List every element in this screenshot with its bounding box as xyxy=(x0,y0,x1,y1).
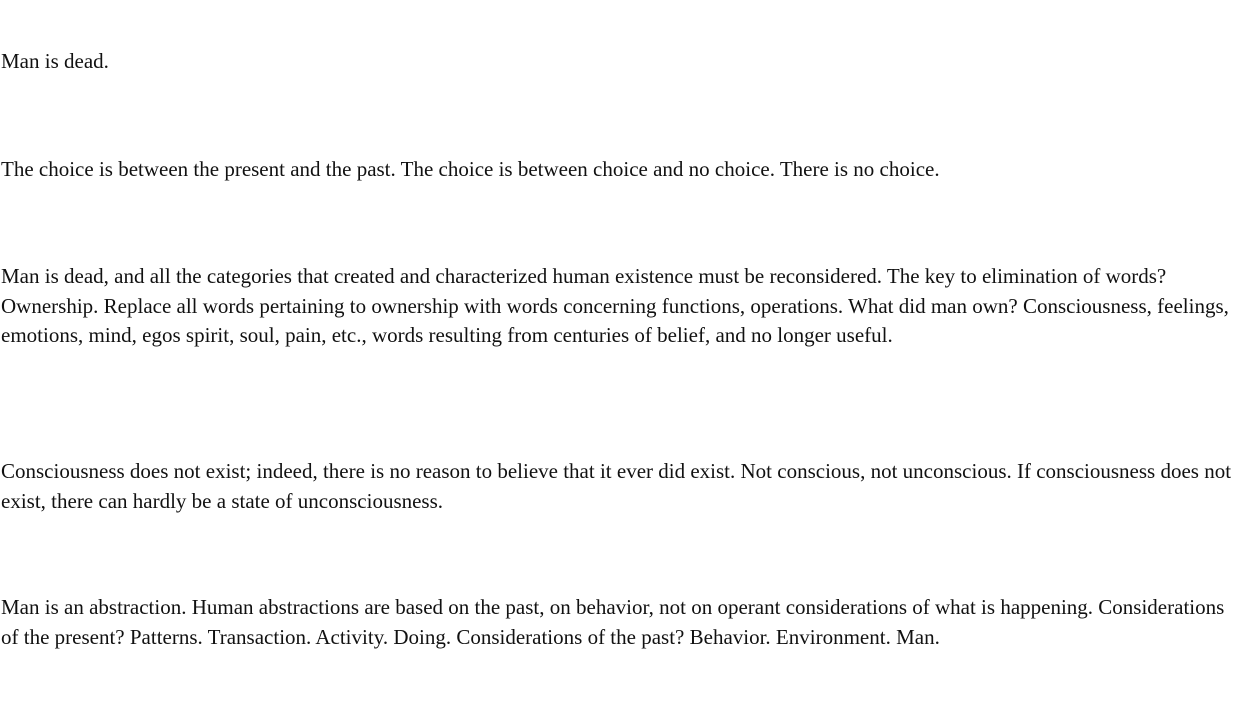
paragraph-consciousness: Consciousness does not exist; indeed, there is no reason to believe that it ever did exist. Not conscious, not unconscious. If consciousness does not exist, there can hardly be a state of unconsciousness. xyxy=(1,459,1232,513)
paragraph-ownership: Man is dead, and all the categories that created and characterized human existence must be reconsidered. The key to elimination of words? Ownership. Replace all words pertaining to ownership with words concerning functions, operations. What did man own? Consciousness, feelings, emotions, mind, egos spirit, soul, pain, etc., words resulting from centuries of belief, and no longer useful. xyxy=(1,264,1229,347)
paragraph-choice: The choice is between the present and the past. The choice is between choice and no choice. There is no choice. xyxy=(1,157,940,181)
paragraph-man-is-dead: Man is dead. xyxy=(1,49,109,73)
paragraph-abstraction: Man is an abstraction. Human abstractions are based on the past, on behavior, not on operant considerations of what is happening. Considerations of the present? Patterns. Transaction. Activity. Doing. Considerations of the past? Behavior. Environment. Man. xyxy=(1,595,1225,649)
